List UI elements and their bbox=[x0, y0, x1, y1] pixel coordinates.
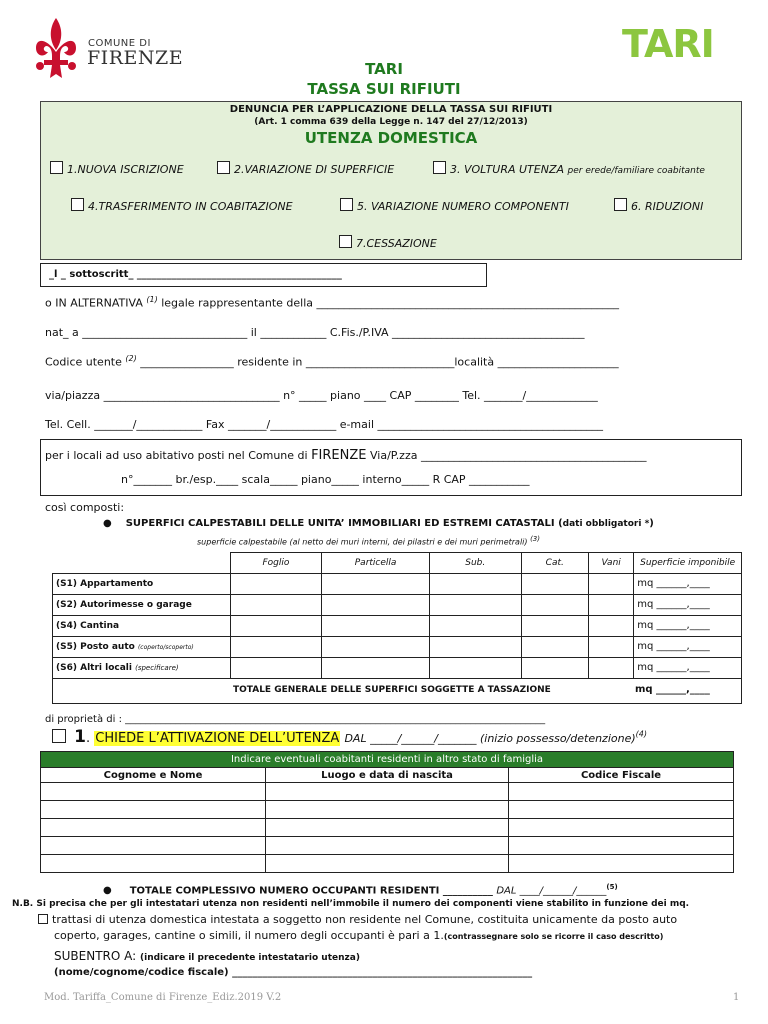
cell-input[interactable] bbox=[521, 657, 588, 678]
sottoscritto-field: _l _ sottoscritt_ _________________________________________ bbox=[49, 269, 342, 280]
row-note: (specificare) bbox=[135, 663, 179, 672]
table-row bbox=[41, 819, 734, 837]
cell-input[interactable] bbox=[230, 636, 322, 657]
subentro-note: (indicare il precedente intestatario utenza) bbox=[140, 953, 360, 963]
cell-input[interactable] bbox=[266, 837, 509, 855]
cell-input[interactable] bbox=[230, 615, 322, 636]
row-code: (S6) Altri locali bbox=[56, 662, 132, 673]
cell-input[interactable] bbox=[429, 573, 521, 594]
row-code: (S1) Appartamento bbox=[56, 578, 154, 589]
trattasi-text: trattasi di utenza domestica intestata a soggetto non residente nel Comune, costituita unicamente da posto auto bbox=[52, 913, 678, 926]
total-mq-field[interactable]: mq ______,____ bbox=[635, 683, 710, 695]
col-sub: Sub. bbox=[429, 553, 521, 574]
via-field: Via/P.zza _________________________________________ bbox=[369, 449, 647, 462]
locali-line1[interactable] bbox=[45, 448, 646, 463]
row-label bbox=[53, 615, 231, 636]
table-row bbox=[41, 783, 734, 801]
cell-input[interactable] bbox=[41, 783, 266, 801]
logo-line2: FIRENZE bbox=[87, 47, 184, 69]
total-cell bbox=[53, 678, 742, 703]
occupanti-label: TOTALE COMPLESSIVO NUMERO OCCUPANTI RESIDENTI __________ bbox=[129, 885, 493, 897]
cell-input[interactable] bbox=[230, 573, 322, 594]
row-code: (S5) Posto auto bbox=[56, 641, 135, 652]
subentro-field[interactable]: (nome/cognome/codice fiscale) ____________________________________________________________ bbox=[54, 967, 533, 978]
cell-input[interactable] bbox=[266, 855, 509, 873]
row-label bbox=[53, 594, 231, 615]
table-row bbox=[41, 801, 734, 819]
option-trasferimento[interactable] bbox=[71, 198, 293, 213]
cell-input[interactable] bbox=[509, 801, 734, 819]
denuncia-title: DENUNCIA PER L’APPLICAZIONE DELLA TASSA SUI RIFIUTI bbox=[229, 104, 553, 115]
trattasi-line[interactable] bbox=[38, 913, 677, 926]
subentro-line bbox=[54, 949, 360, 963]
cell-input[interactable] bbox=[41, 801, 266, 819]
footnote-5: (5) bbox=[606, 883, 618, 891]
cell-input[interactable] bbox=[41, 855, 266, 873]
coabitanti-title: Indicare eventuali coabitanti residenti in altro stato di famiglia bbox=[40, 751, 734, 768]
cell-input[interactable] bbox=[322, 636, 430, 657]
nb-note: N.B. Si precisa che per gli intestatari utenza non residenti nell’immobile il numero dei componenti viene stabilito in funzione dei mq. bbox=[12, 899, 690, 909]
option-voltura-utenza[interactable] bbox=[433, 161, 705, 176]
col-particella: Particella bbox=[322, 553, 430, 574]
option-label: 3. VOLTURA UTENZA bbox=[450, 163, 565, 176]
cell-input[interactable] bbox=[588, 657, 633, 678]
col-luogo-data: Luogo e data di nascita bbox=[266, 768, 509, 783]
footnote-2: (2) bbox=[125, 354, 137, 363]
cell-input[interactable] bbox=[429, 594, 521, 615]
cell-input[interactable] bbox=[41, 837, 266, 855]
footnote-1: (1) bbox=[146, 295, 158, 304]
cell-input[interactable] bbox=[509, 855, 734, 873]
table-row bbox=[41, 855, 734, 873]
option-variazione-componenti[interactable] bbox=[340, 198, 569, 213]
codice-utente-line[interactable] bbox=[45, 354, 619, 369]
residenza-field: _________________ residente in ___________________________località ______________________ bbox=[140, 355, 619, 369]
superfici-title bbox=[103, 518, 654, 529]
row-note: (coperto/scoperto) bbox=[137, 643, 194, 651]
checkbox-1[interactable] bbox=[50, 161, 63, 174]
cell-input[interactable] bbox=[509, 837, 734, 855]
title-tari: TARI bbox=[365, 60, 403, 78]
dati-obbligatori: dati obbligatori * bbox=[562, 519, 650, 529]
option-label: 4.TRASFERIMENTO IN COABITAZIONE bbox=[88, 200, 293, 213]
total-label: TOTALE GENERALE DELLE SUPERFICI SOGGETTE A TASSAZIONE bbox=[233, 684, 551, 695]
col-codice-fiscale: Codice Fiscale bbox=[509, 768, 734, 783]
title-tassa: TASSA SUI RIFIUTI bbox=[307, 80, 461, 98]
cell-input[interactable] bbox=[322, 594, 430, 615]
proprieta-line[interactable]: di proprietà di : ____________________________________________________________________________________ bbox=[45, 714, 546, 725]
cell-input[interactable] bbox=[322, 573, 430, 594]
checkbox-6[interactable] bbox=[614, 198, 627, 211]
option-riduzioni[interactable] bbox=[614, 198, 703, 213]
cell-input[interactable] bbox=[588, 636, 633, 657]
mq-field[interactable]: mq ______,____ bbox=[634, 657, 742, 678]
col-foglio: Foglio bbox=[230, 553, 322, 574]
checkbox-5[interactable] bbox=[340, 198, 353, 211]
bullet-icon: ● bbox=[103, 518, 112, 529]
attivazione-number: 1 bbox=[74, 727, 86, 747]
option-cessazione[interactable] bbox=[339, 235, 437, 250]
cell-input[interactable] bbox=[588, 573, 633, 594]
cell-input[interactable] bbox=[588, 615, 633, 636]
cell-input[interactable] bbox=[429, 615, 521, 636]
empty-header bbox=[53, 553, 231, 574]
attivazione-checkbox[interactable] bbox=[52, 729, 66, 743]
cell-input[interactable] bbox=[429, 657, 521, 678]
table-row bbox=[53, 636, 742, 657]
row-label bbox=[53, 573, 231, 594]
mq-field[interactable]: mq ______,____ bbox=[634, 615, 742, 636]
col-cat: Cat. bbox=[521, 553, 588, 574]
cell-input[interactable] bbox=[521, 636, 588, 657]
sottoscritto-box[interactable] bbox=[40, 263, 487, 287]
nascita-line[interactable]: nat_ a ______________________________ il ____________ C.Fis./P.IVA ___________________________________ bbox=[45, 326, 585, 339]
option-label: 5. VARIAZIONE NUMERO COMPONENTI bbox=[357, 200, 569, 213]
col-vani: Vani bbox=[588, 553, 633, 574]
superficie-note bbox=[197, 535, 540, 547]
cell-input[interactable] bbox=[266, 801, 509, 819]
table-row bbox=[53, 573, 742, 594]
row-code: (S2) Autorimesse o garage bbox=[56, 599, 192, 610]
row-label bbox=[53, 657, 231, 678]
attivazione-label: CHIEDE L’ATTIVAZIONE DELL’UTENZA bbox=[95, 731, 340, 746]
cell-input[interactable] bbox=[588, 594, 633, 615]
col-superficie: Superficie imponibile bbox=[634, 553, 742, 574]
attivazione-line[interactable]: 1. CHIEDE L’ATTIVAZIONE DELL’UTENZA DAL _____/______/_______ (inizio possesso/detenzione)$^{(4)}$ bbox=[52, 727, 647, 747]
catasto-table bbox=[52, 552, 742, 704]
occupanti-line[interactable] bbox=[103, 883, 618, 896]
table-row bbox=[53, 615, 742, 636]
row-label bbox=[53, 636, 231, 657]
cell-input[interactable] bbox=[266, 783, 509, 801]
footer-model: Mod. Tariffa_Comune di Firenze_Ediz.2019 V.2 bbox=[44, 992, 282, 1003]
logo-line1: COMUNE DI bbox=[88, 38, 151, 49]
bullet-icon: ● bbox=[103, 885, 112, 897]
paren-close: ) bbox=[649, 518, 654, 529]
brand-tari: TARI bbox=[622, 22, 714, 66]
legge-ref: (Art. 1 comma 639 della Legge n. 147 del 27/12/2013) bbox=[254, 117, 528, 127]
checkbox-4[interactable] bbox=[71, 198, 84, 211]
attivazione-dal-field: DAL _____/______/_______ (inizio possesso/detenzione) bbox=[344, 732, 636, 745]
option-suffix: per erede/familiare coabitante bbox=[567, 166, 705, 176]
trattasi-note: (contrassegnare solo se ricorre il caso descritto) bbox=[443, 932, 664, 941]
cell-input[interactable] bbox=[230, 657, 322, 678]
row-code: (S4) Cantina bbox=[56, 620, 120, 631]
codice-utente-label: Codice utente bbox=[45, 355, 122, 369]
trattasi-text2: coperto, garages, cantine o simili, il numero degli occupanti è pari a 1. bbox=[54, 929, 444, 942]
cell-input[interactable] bbox=[509, 783, 734, 801]
cell-input[interactable] bbox=[41, 819, 266, 837]
cell-input[interactable] bbox=[521, 615, 588, 636]
footnote-4: (4) bbox=[635, 729, 647, 739]
cell-input[interactable] bbox=[322, 657, 430, 678]
table-row bbox=[53, 594, 742, 615]
option-variazione-superficie[interactable] bbox=[217, 161, 394, 176]
total-row bbox=[53, 678, 742, 703]
option-label: 6. RIDUZIONI bbox=[631, 200, 704, 213]
subentro-label: SUBENTRO A: bbox=[54, 949, 137, 963]
superfici-heading: SUPERFICI CALPESTABILI DELLE UNITA’ IMMOBILIARI ED ESTREMI CATASTALI ( bbox=[125, 518, 563, 529]
mq-field[interactable]: mq ______,____ bbox=[634, 636, 742, 657]
cell-input[interactable] bbox=[230, 594, 322, 615]
footnote-3: (3) bbox=[530, 535, 540, 543]
cell-input[interactable] bbox=[429, 636, 521, 657]
checkbox-7[interactable] bbox=[339, 235, 352, 248]
locali-box bbox=[40, 439, 742, 496]
trattasi-checkbox[interactable] bbox=[38, 914, 48, 924]
cosi-composti: così composti: bbox=[45, 501, 125, 514]
cell-input[interactable] bbox=[521, 594, 588, 615]
mq-field[interactable]: mq ______,____ bbox=[634, 594, 742, 615]
utenza-heading: UTENZA DOMESTICA bbox=[304, 129, 478, 147]
cell-input[interactable] bbox=[521, 573, 588, 594]
type-selection-box bbox=[40, 101, 742, 260]
option-label: 1.NUOVA ISCRIZIONE bbox=[67, 163, 184, 176]
col-cognome-nome: Cognome e Nome bbox=[41, 768, 266, 783]
legale-rappresentante-field: legale rappresentante della _______________________________________________________ bbox=[161, 296, 620, 310]
table-row bbox=[53, 657, 742, 678]
option-nuova-iscrizione[interactable] bbox=[50, 161, 184, 176]
cell-input[interactable] bbox=[322, 615, 430, 636]
superficie-note-text: superficie calpestabile (al netto dei muri interni, dei pilastri e dei muri perimetrali) bbox=[197, 537, 528, 547]
cell-input[interactable] bbox=[266, 819, 509, 837]
contatti-line[interactable]: Tel. Cell. _______/____________ Fax _______/____________ e-mail _________________________________________ bbox=[45, 418, 603, 431]
occupanti-dal-field: DAL ____/______/______ bbox=[496, 885, 607, 897]
table-row bbox=[41, 837, 734, 855]
trattasi-line2 bbox=[54, 929, 663, 942]
locali-line2[interactable]: n°_______ br./esp.____ scala_____ piano_____ interno_____ R CAP ___________ bbox=[121, 473, 530, 486]
cell-input[interactable] bbox=[509, 819, 734, 837]
indirizzo-line[interactable]: via/piazza ________________________________ n° _____ piano ____ CAP ________ Tel. _______/_____________ bbox=[45, 389, 598, 402]
comune-name: FIRENZE bbox=[311, 448, 367, 463]
alternativa-line[interactable] bbox=[45, 295, 619, 310]
page-number: 1 bbox=[733, 992, 740, 1003]
locali-label: per i locali ad uso abitativo posti nel Comune di bbox=[45, 449, 308, 462]
alternativa-label: o IN ALTERNATIVA bbox=[45, 296, 143, 310]
mq-field[interactable]: mq ______,____ bbox=[634, 573, 742, 594]
coabitanti-table bbox=[40, 767, 734, 873]
option-label: 7.CESSAZIONE bbox=[356, 237, 437, 250]
option-label: 2.VARIAZIONE DI SUPERFICIE bbox=[234, 163, 395, 176]
checkbox-3[interactable] bbox=[433, 161, 446, 174]
checkbox-2[interactable] bbox=[217, 161, 230, 174]
